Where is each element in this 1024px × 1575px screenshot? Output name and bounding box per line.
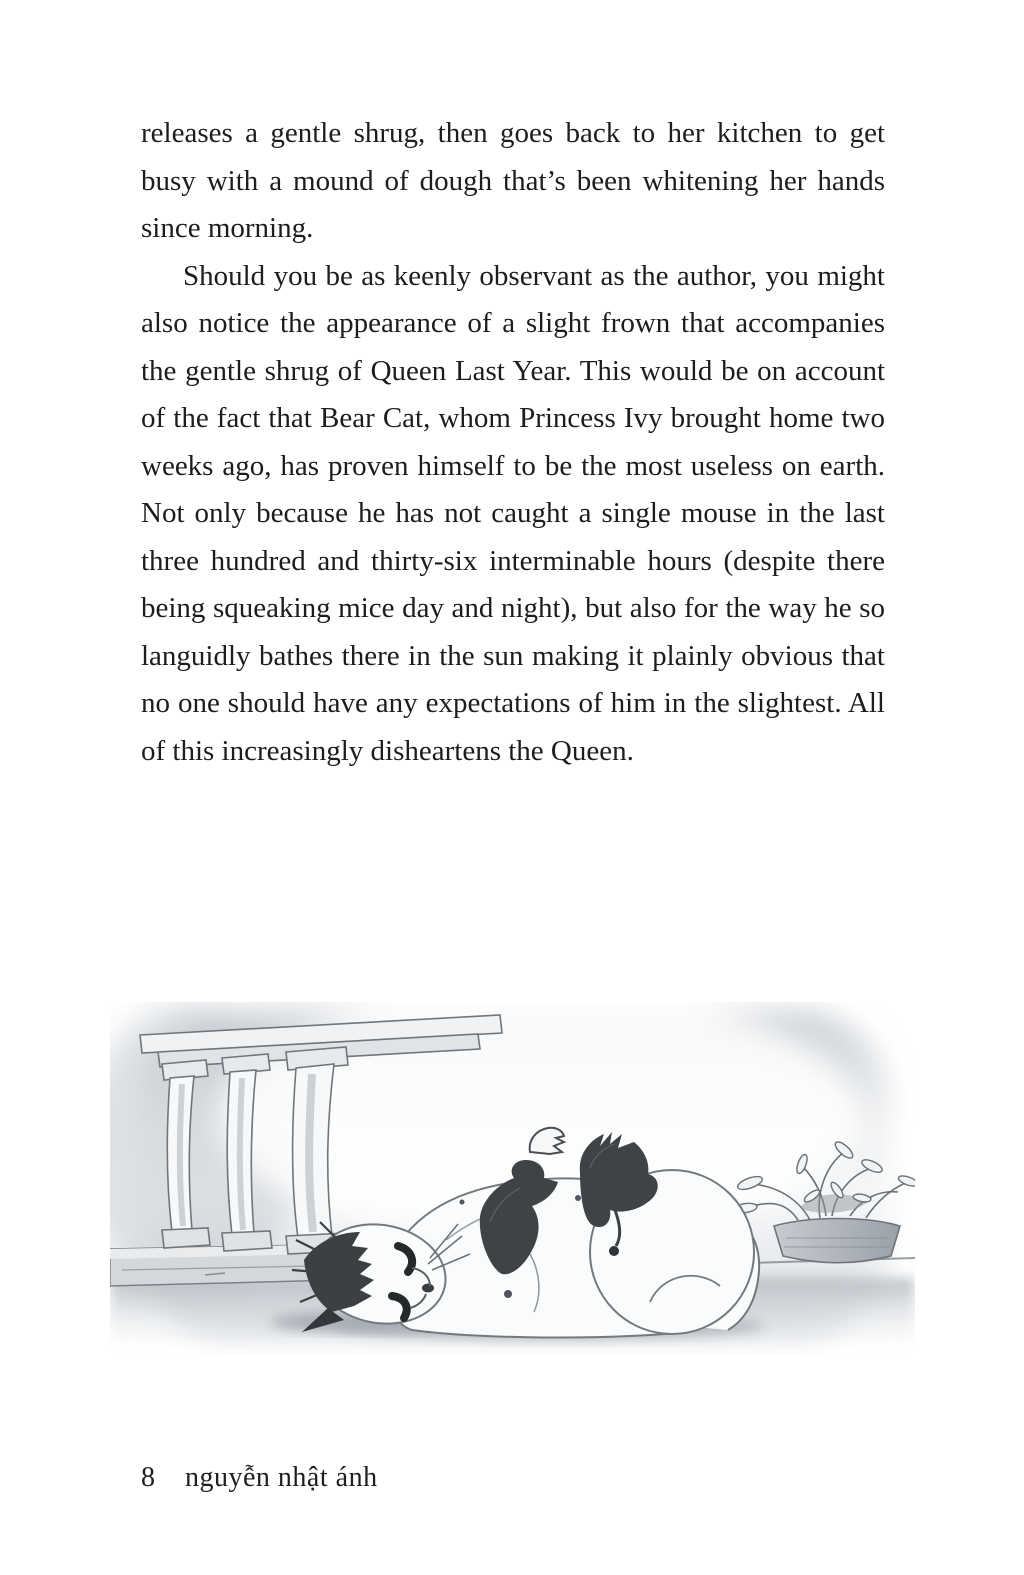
body-text [141,110,885,775]
cat-nose [422,1284,434,1293]
cat-illustration-svg [110,1002,915,1354]
page-number: 8 [141,1462,155,1493]
page-footer [141,1462,378,1494]
paragraph-2: Should you be as keenly observant as the author, you might also notice the appearance of a slight frown that accompanies the gentle shrug of Queen Last Year. This would be on account of the fact that Bear Cat, whom Princess Ivy brought home two weeks ago, has proven himself to be the most useless on earth. Not only because he has not caught a single mouse in the last three hundred and thirty-six interminable hours (despite there being squeaking mice day and night), but also for the way he so languidly bathes there in the sun making it plainly obvious that no one should have any expectations of him in the slightest. All of this increasingly disheartens the Queen. [141,259,885,767]
author-running-footer: nguyễn nhật ánh [185,1462,378,1493]
cat-illustration [110,1002,915,1354]
paragraph-1: releases a gentle shrug, then goes back to her kitchen to get busy with a mound of dough that’s been whitening her hands since morning. [141,117,885,244]
